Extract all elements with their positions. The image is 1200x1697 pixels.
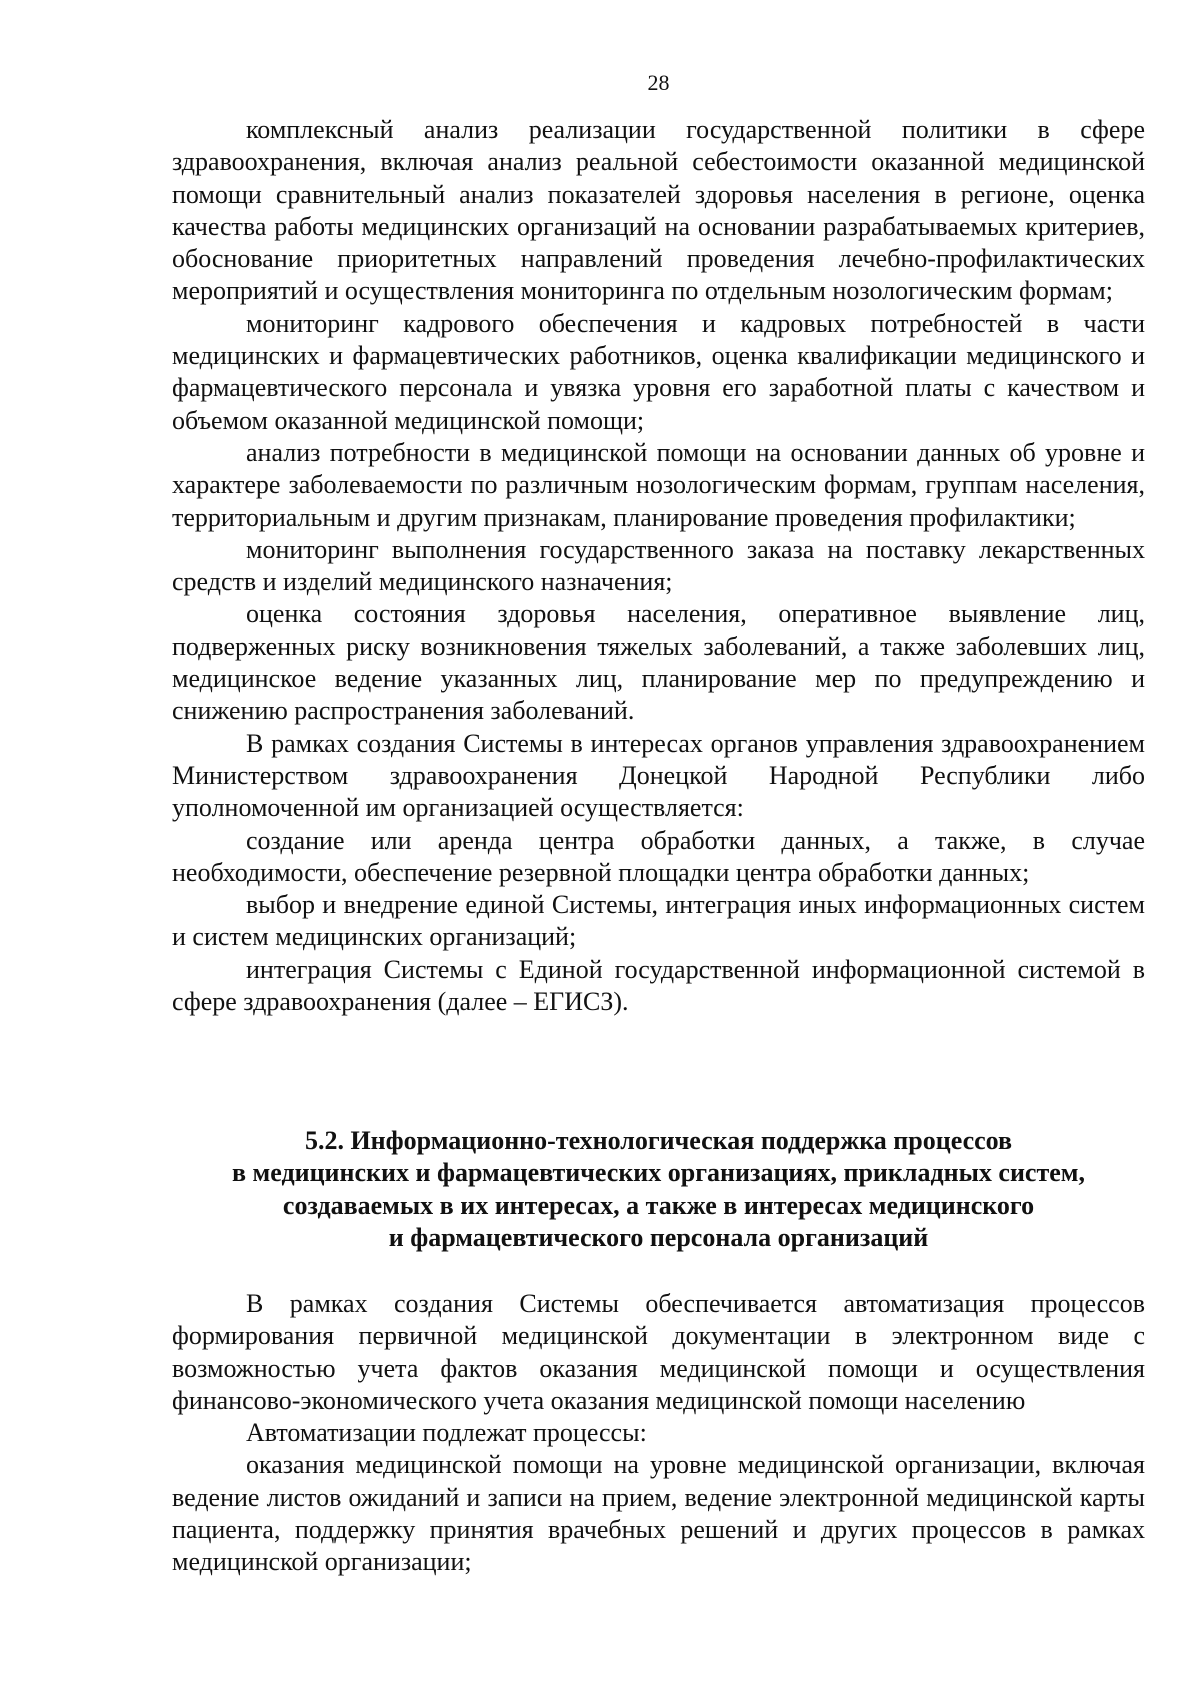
paragraph-egisz-integration: интеграция Системы с Единой государственной информационной системой в сфере здравоохранения (далее – ЕГИСЗ).: [172, 954, 1145, 1017]
paragraph-system-creation-intro: В рамках создания Системы в интересах органов управления здравоохранением Министерством здравоохранения Донецкой Народной Республики либо уполномоченной им организацией осуществляется:: [172, 728, 1145, 823]
paragraph-complex-analysis: комплексный анализ реализации государственной политики в сфере здравоохранения, включая анализ реальной себестоимости оказанной медицинской помощи сравнительный анализ показателей здоровья населения в регионе, оценка качества работы медицинских организаций на основании разрабатываемых критериев, обоснование приоритетных направлений проведения лечебно-профилактических мероприятий и осуществления мониторинга по отдельным нозологическим формам;: [172, 115, 1145, 306]
paragraph-automation-intro: В рамках создания Системы обеспечивается автоматизация процессов формирования первичной медицинской документации в электронном виде с возможностью учета фактов оказания медицинской помощи и осуществления финансово-экономического учета оказания медицинской помощи населению: [172, 1289, 1145, 1415]
paragraph-care-processes: оказания медицинской помощи на уровне медицинской организации, включая ведение листов ожиданий и записи на прием, ведение электронной медицинской карты пациента, поддержку принятия врачебных решений и других процессов в рамках медицинской организации;: [172, 1450, 1145, 1577]
section-heading-5-2: [172, 1125, 1145, 1254]
paragraph-staff-monitoring: мониторинг кадрового обеспечения и кадровых потребностей в части медицинских и фармацевтических работников, оценка квалификации медицинского и фармацевтического персонала и увязка уровня его заработной платы с качеством и объемом оказанной медицинской помощи;: [172, 308, 1145, 435]
paragraph-automated-processes: Автоматизации подлежат процессы:: [246, 1418, 647, 1448]
heading-line: в медицинских и фармацевтических организациях, прикладных систем,: [232, 1158, 1085, 1188]
paragraph-system-selection: выбор и внедрение единой Системы, интеграция иных информационных систем и систем медицинских организаций;: [172, 890, 1145, 952]
section-a-body: [172, 114, 1145, 1018]
paragraph-health-assessment: оценка состояния здоровья населения, оперативное выявление лиц, подверженных риску возникновения тяжелых заболеваний, а также заболевших лиц, медицинское ведение указанных лиц, планирование мер по предупреждению и снижению распространения заболеваний.: [172, 599, 1145, 726]
paragraph-data-center: создание или аренда центра обработки данных, а также, в случае необходимости, обеспечение резервной площадки центра обработки данных;: [172, 825, 1145, 887]
page-number: 28: [647, 70, 670, 95]
heading-line: и фармацевтического персонала организаций: [388, 1222, 929, 1252]
heading-line: 5.2. Информационно-технологическая поддержка процессов: [304, 1126, 1013, 1155]
paragraph-state-order-monitoring: мониторинг выполнения государственного заказа на поставку лекарственных средств и изделий медицинского назначения;: [172, 534, 1145, 597]
paragraph-care-needs-analysis: анализ потребности в медицинской помощи на основании данных об уровне и характере заболеваемости по различным нозологическим формам, группам населения, территориальным и другим признакам, планирование проведения профилактики;: [172, 437, 1145, 532]
section-b-body: [172, 1288, 1145, 1579]
document-page: [172, 0, 1145, 1697]
heading-line: создаваемых в их интересах, а также в интересах медицинского: [282, 1190, 1035, 1220]
